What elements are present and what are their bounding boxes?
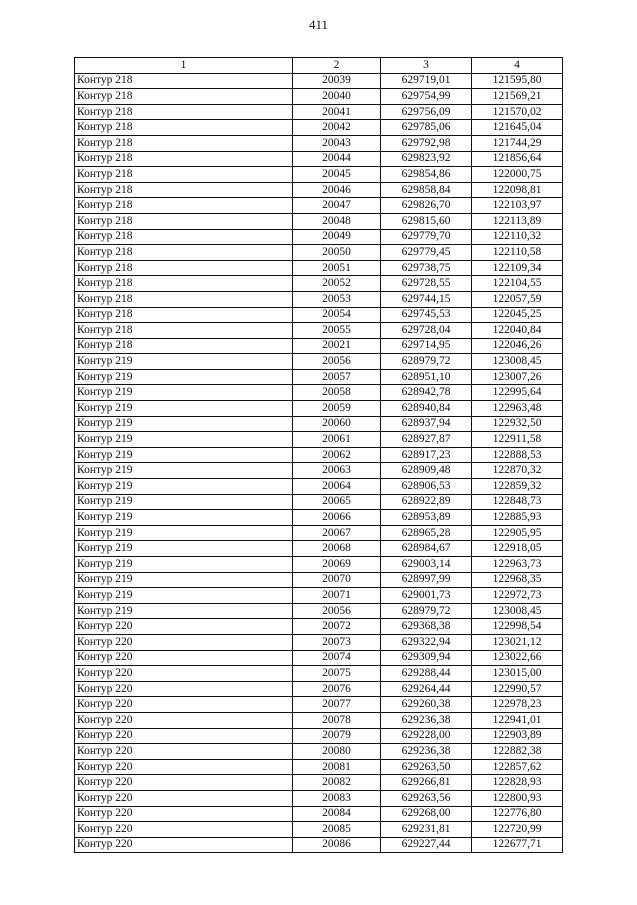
x-coordinate-cell: 629228,00 — [381, 728, 472, 744]
x-coordinate-cell: 629264,44 — [381, 681, 472, 697]
contour-name-cell: Контур 218 — [75, 151, 293, 167]
x-coordinate-cell: 629779,45 — [381, 245, 472, 261]
contour-name-cell: Контур 218 — [75, 89, 293, 105]
y-coordinate-cell: 122828,93 — [472, 775, 563, 791]
contour-name-cell: Контур 220 — [75, 790, 293, 806]
y-coordinate-cell: 122040,84 — [472, 323, 563, 339]
y-coordinate-cell: 122903,89 — [472, 728, 563, 744]
table-row — [75, 712, 563, 728]
table-body — [75, 73, 563, 853]
contour-name-cell: Контур 218 — [75, 338, 293, 354]
contour-name-cell: Контур 219 — [75, 432, 293, 448]
point-number-cell: 20050 — [293, 245, 381, 261]
table-row — [75, 104, 563, 120]
y-coordinate-cell: 122110,32 — [472, 229, 563, 245]
y-coordinate-cell: 122857,62 — [472, 759, 563, 775]
x-coordinate-cell: 629263,56 — [381, 790, 472, 806]
point-number-cell: 20078 — [293, 712, 381, 728]
x-coordinate-cell: 629003,14 — [381, 557, 472, 573]
y-coordinate-cell: 122776,80 — [472, 806, 563, 822]
point-number-cell: 20059 — [293, 401, 381, 417]
contour-name-cell: Контур 219 — [75, 479, 293, 495]
contour-name-cell: Контур 218 — [75, 213, 293, 229]
contour-name-cell: Контур 218 — [75, 245, 293, 261]
y-coordinate-cell: 122963,73 — [472, 557, 563, 573]
table-row — [75, 338, 563, 354]
contour-name-cell: Контур 219 — [75, 401, 293, 417]
point-number-cell: 20071 — [293, 588, 381, 604]
contour-name-cell: Контур 218 — [75, 229, 293, 245]
table-row — [75, 510, 563, 526]
table-row — [75, 89, 563, 105]
point-number-cell: 20052 — [293, 276, 381, 292]
column-header: 2 — [293, 58, 381, 74]
contour-name-cell: Контур 219 — [75, 494, 293, 510]
point-number-cell: 20047 — [293, 198, 381, 214]
table-row — [75, 463, 563, 479]
table-row — [75, 73, 563, 89]
table-row — [75, 167, 563, 183]
x-coordinate-cell: 628927,87 — [381, 432, 472, 448]
y-coordinate-cell: 122045,25 — [472, 307, 563, 323]
x-coordinate-cell: 629728,55 — [381, 276, 472, 292]
column-header: 4 — [472, 58, 563, 74]
table-row — [75, 120, 563, 136]
point-number-cell: 20083 — [293, 790, 381, 806]
x-coordinate-cell: 629719,01 — [381, 73, 472, 89]
contour-name-cell: Контур 220 — [75, 634, 293, 650]
point-number-cell: 20074 — [293, 650, 381, 666]
table-row — [75, 572, 563, 588]
table-row — [75, 759, 563, 775]
point-number-cell: 20042 — [293, 120, 381, 136]
point-number-cell: 20082 — [293, 775, 381, 791]
table-row — [75, 837, 563, 853]
y-coordinate-cell: 122968,35 — [472, 572, 563, 588]
table-row — [75, 619, 563, 635]
point-number-cell: 20073 — [293, 634, 381, 650]
contour-name-cell: Контур 220 — [75, 650, 293, 666]
contour-name-cell: Контур 220 — [75, 712, 293, 728]
table-row — [75, 213, 563, 229]
table-row — [75, 666, 563, 682]
contour-name-cell: Контур 220 — [75, 619, 293, 635]
contour-name-cell: Контур 219 — [75, 416, 293, 432]
table-row — [75, 557, 563, 573]
point-number-cell: 20053 — [293, 291, 381, 307]
contour-name-cell: Контур 218 — [75, 307, 293, 323]
y-coordinate-cell: 122882,38 — [472, 744, 563, 760]
point-number-cell: 20039 — [293, 73, 381, 89]
x-coordinate-cell: 629779,70 — [381, 229, 472, 245]
y-coordinate-cell: 122720,99 — [472, 822, 563, 838]
point-number-cell: 20056 — [293, 603, 381, 619]
x-coordinate-cell: 628951,10 — [381, 369, 472, 385]
y-coordinate-cell: 122932,50 — [472, 416, 563, 432]
y-coordinate-cell: 122677,71 — [472, 837, 563, 853]
x-coordinate-cell: 629322,94 — [381, 634, 472, 650]
x-coordinate-cell: 629738,75 — [381, 260, 472, 276]
x-coordinate-cell: 629815,60 — [381, 213, 472, 229]
x-coordinate-cell: 628997,99 — [381, 572, 472, 588]
point-number-cell: 20046 — [293, 182, 381, 198]
table-row — [75, 681, 563, 697]
contour-name-cell: Контур 220 — [75, 775, 293, 791]
x-coordinate-cell: 628917,23 — [381, 447, 472, 463]
table-header-row — [75, 58, 563, 74]
contour-name-cell: Контур 219 — [75, 385, 293, 401]
table-row — [75, 634, 563, 650]
contour-name-cell: Контур 219 — [75, 463, 293, 479]
x-coordinate-cell: 629858,84 — [381, 182, 472, 198]
table-row — [75, 135, 563, 151]
x-coordinate-cell: 629260,38 — [381, 697, 472, 713]
x-coordinate-cell: 629268,00 — [381, 806, 472, 822]
point-number-cell: 20055 — [293, 323, 381, 339]
y-coordinate-cell: 122859,32 — [472, 479, 563, 495]
table-row — [75, 494, 563, 510]
table-row — [75, 291, 563, 307]
y-coordinate-cell: 122848,73 — [472, 494, 563, 510]
point-number-cell: 20067 — [293, 525, 381, 541]
table-row — [75, 650, 563, 666]
contour-name-cell: Контур 218 — [75, 260, 293, 276]
table-row — [75, 790, 563, 806]
y-coordinate-cell: 123008,45 — [472, 354, 563, 370]
table-row — [75, 198, 563, 214]
point-number-cell: 20041 — [293, 104, 381, 120]
point-number-cell: 20054 — [293, 307, 381, 323]
y-coordinate-cell: 121744,29 — [472, 135, 563, 151]
x-coordinate-cell: 629854,86 — [381, 167, 472, 183]
x-coordinate-cell: 629231,81 — [381, 822, 472, 838]
contour-name-cell: Контур 219 — [75, 588, 293, 604]
y-coordinate-cell: 122103,97 — [472, 198, 563, 214]
table-row — [75, 416, 563, 432]
contour-name-cell: Контур 218 — [75, 323, 293, 339]
point-number-cell: 20079 — [293, 728, 381, 744]
x-coordinate-cell: 628965,28 — [381, 525, 472, 541]
y-coordinate-cell: 122800,93 — [472, 790, 563, 806]
x-coordinate-cell: 629266,81 — [381, 775, 472, 791]
point-number-cell: 20044 — [293, 151, 381, 167]
contour-name-cell: Контур 218 — [75, 276, 293, 292]
contour-name-cell: Контур 219 — [75, 369, 293, 385]
x-coordinate-cell: 629263,50 — [381, 759, 472, 775]
table-row — [75, 354, 563, 370]
point-number-cell: 20062 — [293, 447, 381, 463]
contour-name-cell: Контур 219 — [75, 603, 293, 619]
y-coordinate-cell: 121569,21 — [472, 89, 563, 105]
x-coordinate-cell: 629744,15 — [381, 291, 472, 307]
point-number-cell: 20021 — [293, 338, 381, 354]
point-number-cell: 20063 — [293, 463, 381, 479]
table-row — [75, 603, 563, 619]
x-coordinate-cell: 628942,78 — [381, 385, 472, 401]
point-number-cell: 20064 — [293, 479, 381, 495]
y-coordinate-cell: 122113,89 — [472, 213, 563, 229]
contour-name-cell: Контур 220 — [75, 697, 293, 713]
x-coordinate-cell: 628953,89 — [381, 510, 472, 526]
table-row — [75, 182, 563, 198]
x-coordinate-cell: 628937,94 — [381, 416, 472, 432]
contour-name-cell: Контур 220 — [75, 759, 293, 775]
table-row — [75, 588, 563, 604]
table-row — [75, 260, 563, 276]
x-coordinate-cell: 629754,99 — [381, 89, 472, 105]
point-number-cell: 20084 — [293, 806, 381, 822]
y-coordinate-cell: 122978,23 — [472, 697, 563, 713]
x-coordinate-cell: 629236,38 — [381, 712, 472, 728]
contour-name-cell: Контур 220 — [75, 744, 293, 760]
contour-name-cell: Контур 220 — [75, 681, 293, 697]
y-coordinate-cell: 123021,12 — [472, 634, 563, 650]
table-row — [75, 229, 563, 245]
x-coordinate-cell: 629227,44 — [381, 837, 472, 853]
x-coordinate-cell: 629823,92 — [381, 151, 472, 167]
contour-name-cell: Контур 219 — [75, 510, 293, 526]
y-coordinate-cell: 122104,55 — [472, 276, 563, 292]
contour-name-cell: Контур 218 — [75, 167, 293, 183]
point-number-cell: 20065 — [293, 494, 381, 510]
x-coordinate-cell: 629714,95 — [381, 338, 472, 354]
table-row — [75, 151, 563, 167]
y-coordinate-cell: 123008,45 — [472, 603, 563, 619]
x-coordinate-cell: 628909,48 — [381, 463, 472, 479]
point-number-cell: 20068 — [293, 541, 381, 557]
contour-name-cell: Контур 220 — [75, 837, 293, 853]
point-number-cell: 20045 — [293, 167, 381, 183]
point-number-cell: 20056 — [293, 354, 381, 370]
point-number-cell: 20058 — [293, 385, 381, 401]
contour-name-cell: Контур 219 — [75, 572, 293, 588]
column-header: 1 — [75, 58, 293, 74]
x-coordinate-cell: 628906,53 — [381, 479, 472, 495]
table-row — [75, 369, 563, 385]
table-row — [75, 697, 563, 713]
point-number-cell: 20040 — [293, 89, 381, 105]
point-number-cell: 20085 — [293, 822, 381, 838]
y-coordinate-cell: 122990,57 — [472, 681, 563, 697]
point-number-cell: 20061 — [293, 432, 381, 448]
point-number-cell: 20077 — [293, 697, 381, 713]
table-row — [75, 479, 563, 495]
y-coordinate-cell: 122972,73 — [472, 588, 563, 604]
point-number-cell: 20069 — [293, 557, 381, 573]
page-number: 411 — [308, 17, 329, 32]
table-row — [75, 385, 563, 401]
y-coordinate-cell: 121595,80 — [472, 73, 563, 89]
y-coordinate-cell: 122905,95 — [472, 525, 563, 541]
y-coordinate-cell: 123015,00 — [472, 666, 563, 682]
point-number-cell: 20075 — [293, 666, 381, 682]
point-number-cell: 20043 — [293, 135, 381, 151]
point-number-cell: 20076 — [293, 681, 381, 697]
point-number-cell: 20070 — [293, 572, 381, 588]
y-coordinate-cell: 122885,93 — [472, 510, 563, 526]
point-number-cell: 20066 — [293, 510, 381, 526]
table-row — [75, 307, 563, 323]
x-coordinate-cell: 629236,38 — [381, 744, 472, 760]
y-coordinate-cell: 122995,64 — [472, 385, 563, 401]
x-coordinate-cell: 629368,38 — [381, 619, 472, 635]
y-coordinate-cell: 121856,64 — [472, 151, 563, 167]
table-row — [75, 401, 563, 417]
contour-name-cell: Контур 218 — [75, 73, 293, 89]
x-coordinate-cell: 629826,70 — [381, 198, 472, 214]
table-row — [75, 323, 563, 339]
x-coordinate-cell: 629001,73 — [381, 588, 472, 604]
contour-name-cell: Контур 218 — [75, 120, 293, 136]
contour-name-cell: Контур 220 — [75, 728, 293, 744]
y-coordinate-cell: 122870,32 — [472, 463, 563, 479]
y-coordinate-cell: 122109,34 — [472, 260, 563, 276]
x-coordinate-cell: 629309,94 — [381, 650, 472, 666]
point-number-cell: 20051 — [293, 260, 381, 276]
table-row — [75, 432, 563, 448]
contour-name-cell: Контур 219 — [75, 541, 293, 557]
table-row — [75, 775, 563, 791]
x-coordinate-cell: 628979,72 — [381, 603, 472, 619]
x-coordinate-cell: 628940,84 — [381, 401, 472, 417]
y-coordinate-cell: 122888,53 — [472, 447, 563, 463]
table-row — [75, 744, 563, 760]
x-coordinate-cell: 628922,89 — [381, 494, 472, 510]
contour-name-cell: Контур 219 — [75, 447, 293, 463]
table-row — [75, 245, 563, 261]
y-coordinate-cell: 122911,58 — [472, 432, 563, 448]
contour-name-cell: Контур 219 — [75, 354, 293, 370]
point-number-cell: 20048 — [293, 213, 381, 229]
point-number-cell: 20060 — [293, 416, 381, 432]
y-coordinate-cell: 122941,01 — [472, 712, 563, 728]
y-coordinate-cell: 122918,05 — [472, 541, 563, 557]
contour-name-cell: Контур 218 — [75, 104, 293, 120]
column-header: 3 — [381, 58, 472, 74]
y-coordinate-cell: 122000,75 — [472, 167, 563, 183]
table-row — [75, 525, 563, 541]
table-row — [75, 541, 563, 557]
table-row — [75, 822, 563, 838]
x-coordinate-cell: 628984,67 — [381, 541, 472, 557]
x-coordinate-cell: 629728,04 — [381, 323, 472, 339]
y-coordinate-cell: 122110,58 — [472, 245, 563, 261]
contour-name-cell: Контур 218 — [75, 135, 293, 151]
y-coordinate-cell: 122046,26 — [472, 338, 563, 354]
x-coordinate-cell: 629792,98 — [381, 135, 472, 151]
contour-name-cell: Контур 219 — [75, 525, 293, 541]
point-number-cell: 20057 — [293, 369, 381, 385]
y-coordinate-cell: 121570,02 — [472, 104, 563, 120]
x-coordinate-cell: 629745,53 — [381, 307, 472, 323]
table-row — [75, 728, 563, 744]
point-number-cell: 20080 — [293, 744, 381, 760]
y-coordinate-cell: 122998,54 — [472, 619, 563, 635]
point-number-cell: 20072 — [293, 619, 381, 635]
contour-name-cell: Контур 220 — [75, 806, 293, 822]
coordinates-table — [74, 57, 563, 853]
contour-name-cell: Контур 218 — [75, 198, 293, 214]
x-coordinate-cell: 629756,09 — [381, 104, 472, 120]
x-coordinate-cell: 629785,06 — [381, 120, 472, 136]
y-coordinate-cell: 122963,48 — [472, 401, 563, 417]
y-coordinate-cell: 122057,59 — [472, 291, 563, 307]
point-number-cell: 20086 — [293, 837, 381, 853]
y-coordinate-cell: 123007,26 — [472, 369, 563, 385]
contour-name-cell: Контур 219 — [75, 557, 293, 573]
table-row — [75, 447, 563, 463]
contour-name-cell: Контур 220 — [75, 666, 293, 682]
x-coordinate-cell: 629288,44 — [381, 666, 472, 682]
point-number-cell: 20081 — [293, 759, 381, 775]
x-coordinate-cell: 628979,72 — [381, 354, 472, 370]
y-coordinate-cell: 123022,66 — [472, 650, 563, 666]
table-row — [75, 276, 563, 292]
table-row — [75, 806, 563, 822]
contour-name-cell: Контур 218 — [75, 291, 293, 307]
y-coordinate-cell: 122098,81 — [472, 182, 563, 198]
point-number-cell: 20049 — [293, 229, 381, 245]
contour-name-cell: Контур 220 — [75, 822, 293, 838]
contour-name-cell: Контур 218 — [75, 182, 293, 198]
y-coordinate-cell: 121645,04 — [472, 120, 563, 136]
